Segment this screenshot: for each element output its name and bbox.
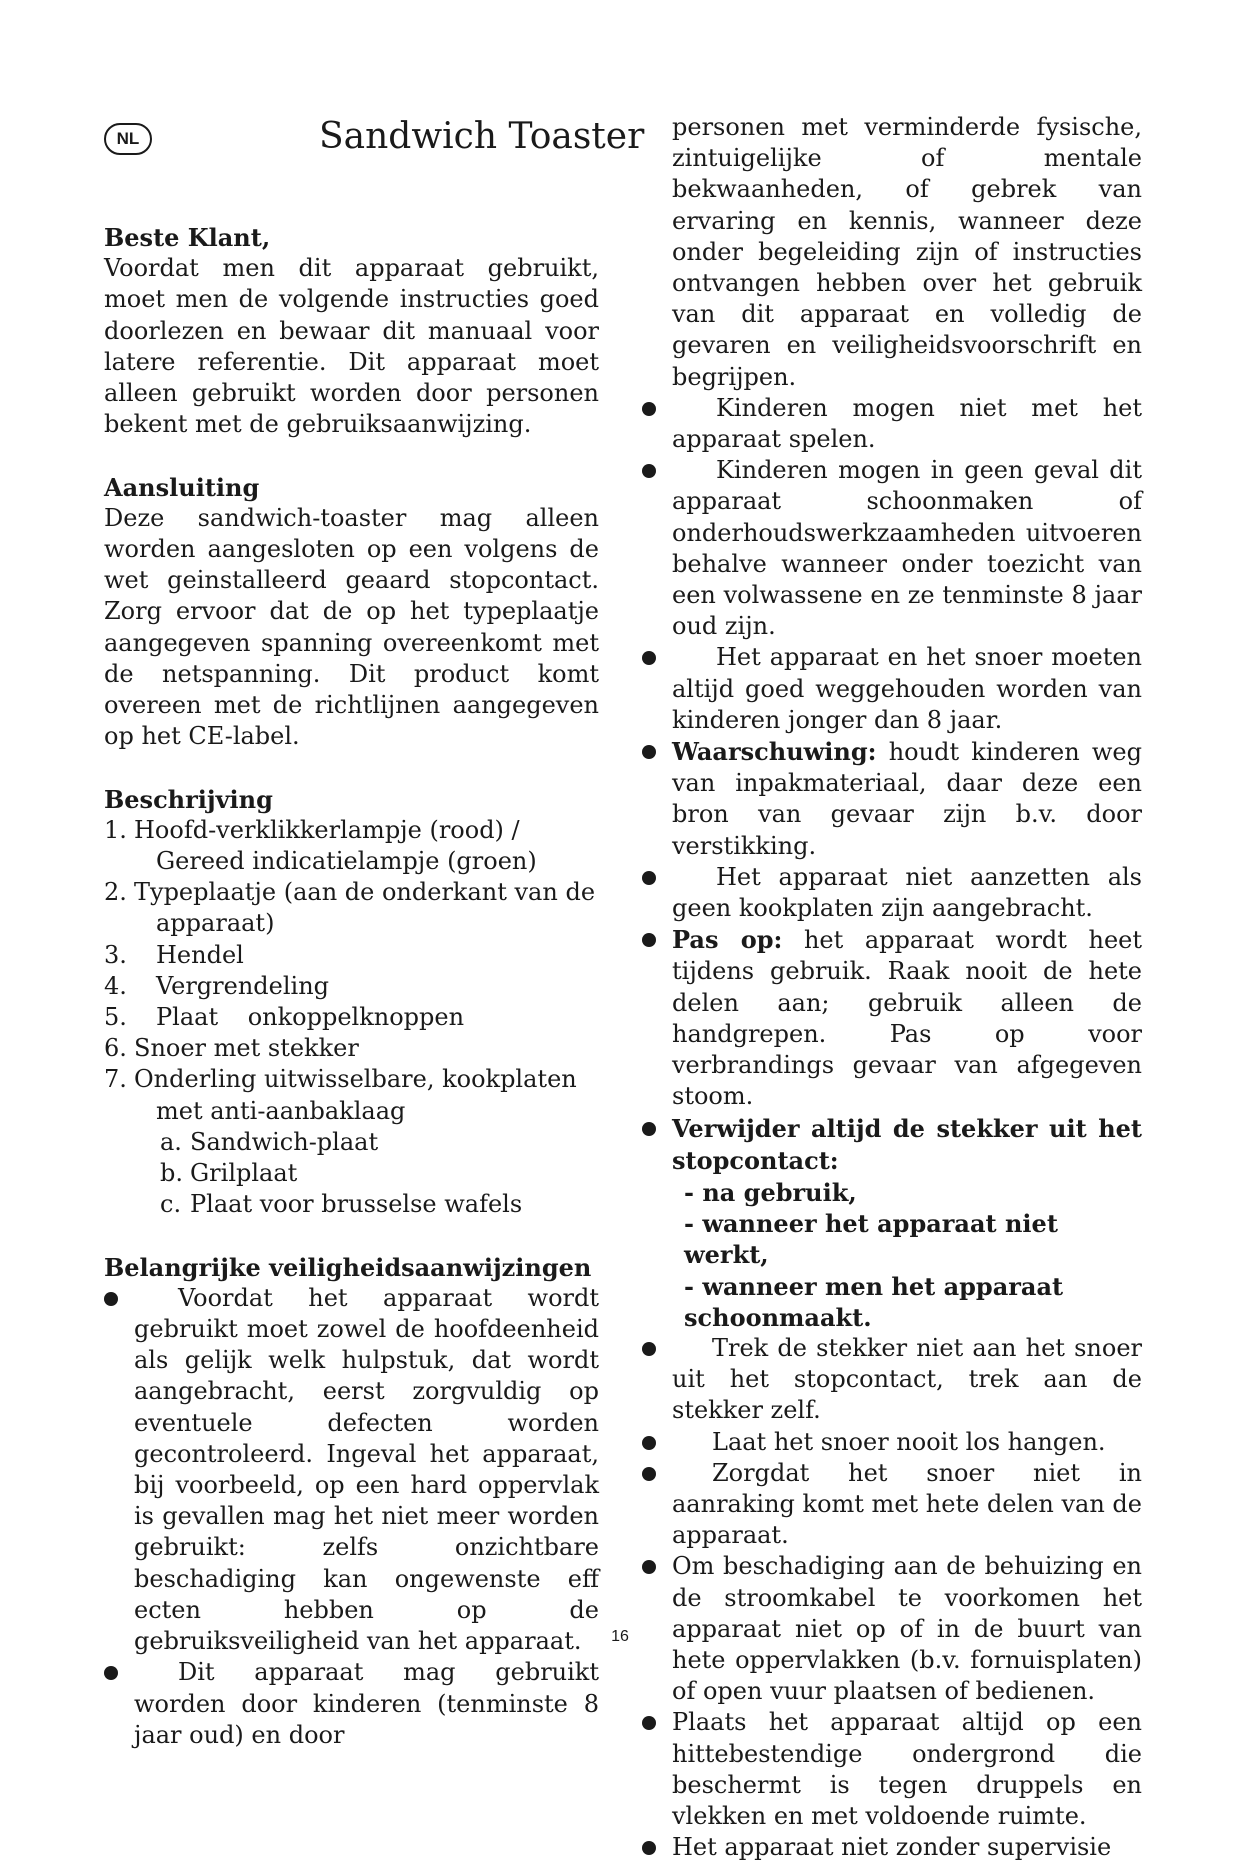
safety-bullet: Plaats het apparaat altijd op een hittebestendige ondergrond die beschermt is tegen druppels en vlekken en met voldoende ruimte. (672, 1707, 1142, 1832)
section-heading-beschrijving: Beschrijving (104, 784, 273, 814)
safety-bullet: Dit apparaat mag gebruikt worden door kinderen (tenminste 8 jaar oud) en door (134, 1657, 599, 1751)
list-item: a. Sandwich-plaat (160, 1127, 379, 1156)
list-item: 3. Hendel (104, 940, 244, 969)
left-column (104, 222, 599, 1751)
unplug-item: - na gebruik, (684, 1177, 857, 1207)
safety-bullet: Om beschadiging aan de behuizing en de stroomkabel te voorkomen het apparaat niet op of in de buurt van hete oppervlakken (b.v. fornuisplaten) of open vuur plaatsen of bedienen. (672, 1551, 1142, 1707)
section-heading-veiligheid: Belangrijke veiligheidsaanwijzingen (104, 1252, 592, 1282)
list-item: c. Plaat voor brusselse wafels (160, 1190, 523, 1219)
safety-bullet: Trek de stekker niet aan het snoer uit het stopcontact, trek aan de stekker zelf. (672, 1333, 1142, 1427)
aansluiting-text: Deze sandwich-toaster mag alleen worden aangesloten op een volgens de wet geinstalleerd geaard stopcontact. Zorg ervoor dat de op het typeplaatje aangegeven spanning overeenkomt met de netspanning. Dit product komt overeen met de richtlijnen aangegeven op het CE-label. (104, 503, 599, 751)
section-heading-aansluiting: Aansluiting (104, 472, 260, 502)
unplug-item: - wanneer het apparaat niet werkt, (684, 1209, 1058, 1270)
list-item: b. Grilplaat (160, 1159, 298, 1188)
list-item: 2. Typeplaatje (aan de onderkant van de apparaat) (104, 878, 596, 938)
safety-bullet: Waarschuwing: houdt kinderen weg van inpakmateriaal, daar deze een bron van gevaar zijn b.v. door verstikking. (672, 736, 1142, 862)
page-number: 16 (611, 1628, 629, 1645)
language-badge: NL (104, 123, 152, 155)
page-title: Sandwich Toaster (319, 116, 645, 157)
page-header (104, 115, 645, 165)
plate-sublist (104, 1127, 599, 1221)
greeting: Beste Klant, (104, 223, 271, 252)
safety-bullet: Laat het snoer nooit los hangen. (672, 1427, 1142, 1458)
safety-bullet: Pas op: het apparaat wordt heet tijdens gebruik. Raak nooit de hete delen aan; gebruik alleen de handgrepen. Pas op voor verbrandings gevaar van afgegeven stoom. (672, 924, 1142, 1112)
right-column (672, 112, 1142, 1863)
list-item: 4. Vergrendeling (104, 971, 330, 1000)
safety-bullet: Het apparaat niet aanzetten als geen kookplaten zijn aangebracht. (672, 862, 1142, 924)
safety-bullet: Zorgdat het snoer niet in aanraking komt met hete delen van de apparaat. (672, 1458, 1142, 1552)
description-list (104, 815, 599, 1127)
safety-bullet: Verwijder altijd de stekker uit het stopcontact: (672, 1113, 1142, 1177)
unplug-item: - wanneer men het apparaat schoonmaakt. (684, 1271, 1064, 1332)
intro-text: Voordat men dit apparaat gebruikt, moet men de volgende instructies goed doorlezen en bewaar dit manuaal voor latere referentie. Dit apparaat moet alleen gebruikt worden door personen bekent met de gebruiksaanwijzing. (104, 254, 599, 439)
safety-continuation: personen met verminderde fysische, zintuigelijke of mentale bekwaanheden, of gebrek van ervaring en kennis, wanneer deze onder begeleiding zijn of instructies ontvangen hebben over het gebruik van dit apparaat en volledig de gevaren en veiligheidsvoorschrift en begrijpen. (672, 113, 1142, 391)
list-item: 5. Plaat onkoppelknoppen (104, 1003, 465, 1032)
list-item: 1. Hoofd-verklikkerlampje (rood) / Gereed indicatielampje (groen) (104, 815, 537, 876)
list-item: 7. Onderling uitwisselbare, kookplaten met anti-aanbaklaag (104, 1065, 577, 1125)
safety-bullet: Voordat het apparaat wordt gebruikt moet zowel de hoofdeenheid als gelijk welk hulpstuk, dat wordt aangebracht, eerst zorgvuldig op eventuele defecten worden gecontroleerd. Ingeval het apparaat, bij voorbeeld, op een hard oppervlak is gevallen mag het niet meer worden gebruikt: zelfs onzichtbare beschadiging kan ongewenste eff ecten hebben op de gebruiksveiligheid van het apparaat. (134, 1283, 599, 1657)
safety-bullet: Kinderen mogen niet met het apparaat spelen. (672, 393, 1142, 455)
safety-bullet: Het apparaat niet zonder supervisie (672, 1832, 1142, 1863)
list-item: 6. Snoer met stekker (104, 1034, 359, 1063)
safety-bullet: Het apparaat en het snoer moeten altijd goed weggehouden worden van kinderen jonger dan 8 jaar. (672, 642, 1142, 736)
safety-bullet: Kinderen mogen in geen geval dit apparaat schoonmaken of onderhoudswerkzaamheden uitvoeren behalve wanneer onder toezicht van een volwassene en ze tenminste 8 jaar oud zijn. (672, 455, 1142, 642)
